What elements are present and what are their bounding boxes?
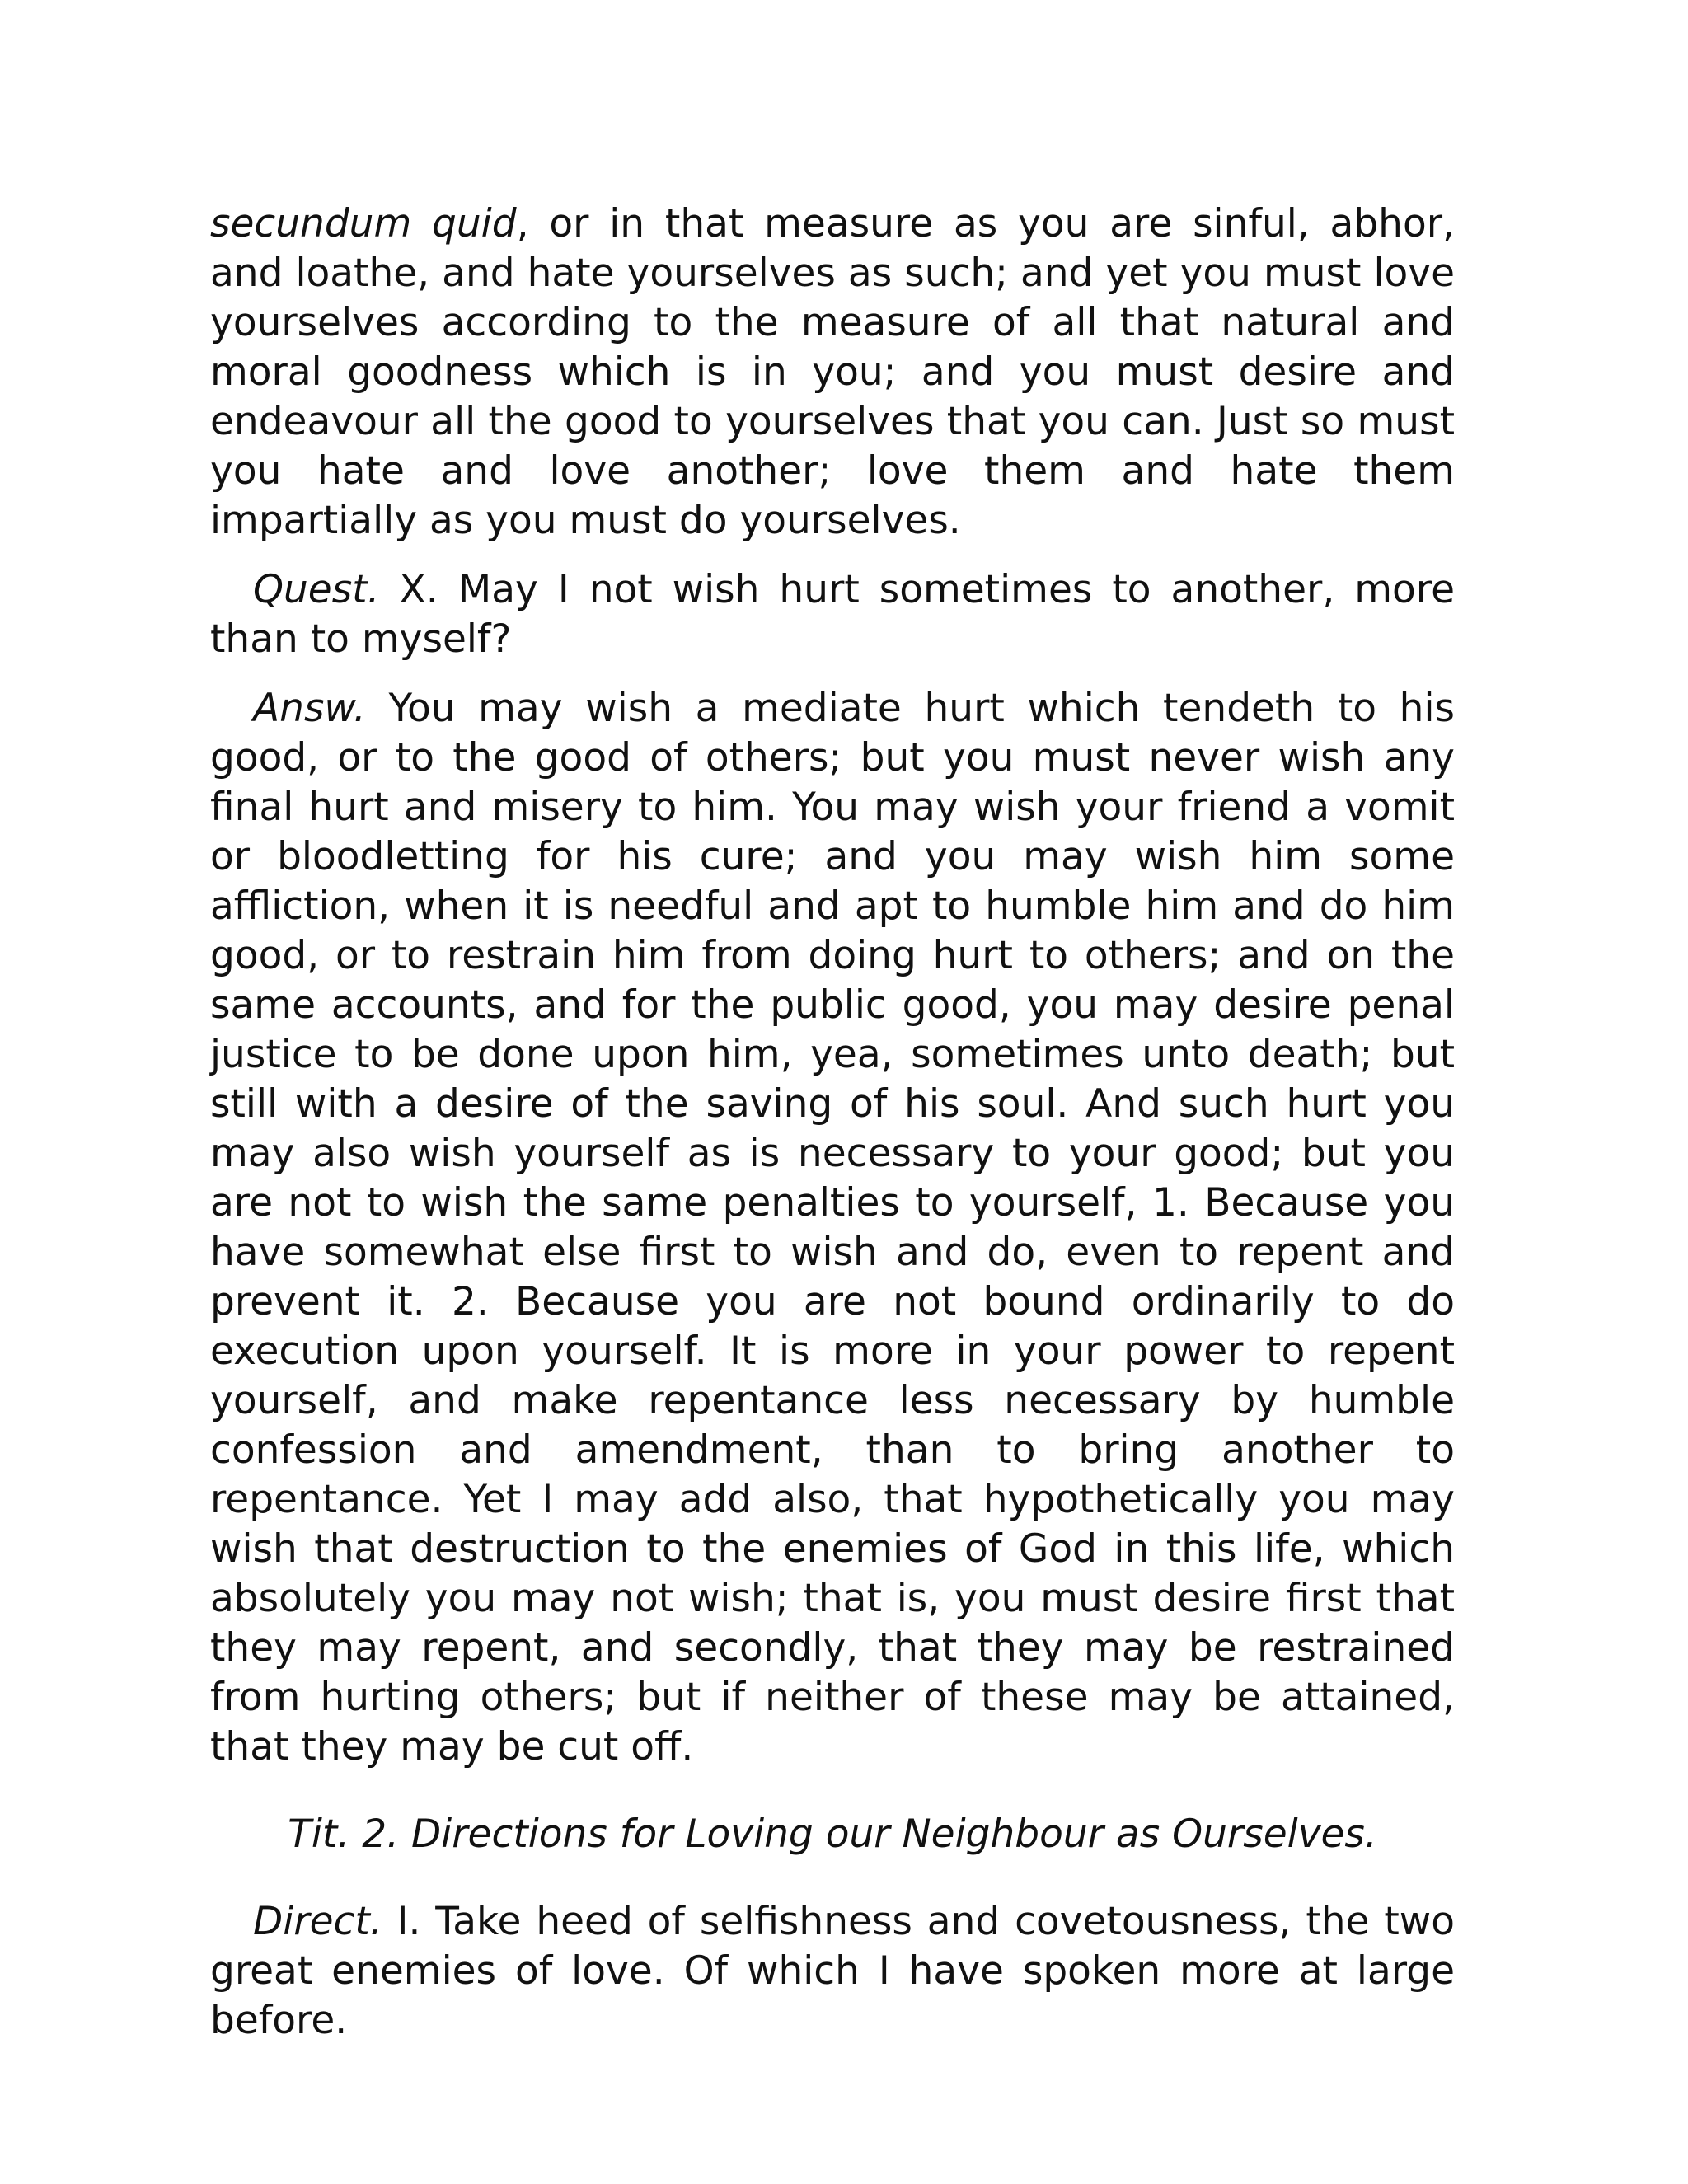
direction-text: I. Take heed of selfishness and covetousness, the two great enemies of love. Of which I have spoken more at large before. [210,1899,1455,2043]
document-page [210,199,1455,2065]
paragraph-text: , or in that measure as you are sinful, abhor, and loathe, and hate yourselves as such; and yet you must love yourselves according to the measure of all that natural and moral goodness which is in you; and you must desire and endeavour all the good to yourselves that you can. Just so must you hate and love another; love them and hate them impartially as you must do yourselves. [210,201,1455,543]
section-heading: Tit. 2. Directions for Loving our Neighbour as Ourselves. [288,1811,1377,1857]
direction-label: Direct. [253,1899,382,1944]
latin-phrase: secundum quid [210,201,517,246]
question-paragraph [210,565,1455,664]
answer-paragraph [210,684,1455,1772]
question-label: Quest. [253,567,380,612]
answer-label: Answ. [253,686,366,731]
question-text: X. May I not wish hurt sometimes to another, more than to myself? [210,567,1455,662]
paragraph-secundum-quid [210,199,1455,546]
direction-paragraph [210,1897,1455,2046]
answer-text: You may wish a mediate hurt which tendeth to his good, or to the good of others; but you must never wish any final hurt and misery to him. You may wish your friend a vomit or bloodletting for his cure; and you may wish him some affliction, when it is needful and apt to humble him and do him good, or to restrain him from doing hurt to others; and on the same accounts, and for the public good, you may desire penal justice to be done upon him, yea, sometimes unto death; but still with a desire of the saving of his soul. And such hurt you may also wish yourself as is necessary to your good; but you are not to wish the same penalties to yourself, 1. Because you have somewhat else first to wish and do, even to repent and prevent it. 2. Because you are not bound ordinarily to do execution upon yourself. It is more in your power to repent yourself, and make repentance less necessary by humble confession and amendment, than to bring another to repentance. Yet I may add also, that hypothetically you may wish that destruction to the enemies of God in this life, which absolutely you may not wish; that is, you must desire first that they may repent, and secondly, that they may be restrained from hurting others; but if neither of these may be attained, that they may be cut off. [210,686,1455,1769]
